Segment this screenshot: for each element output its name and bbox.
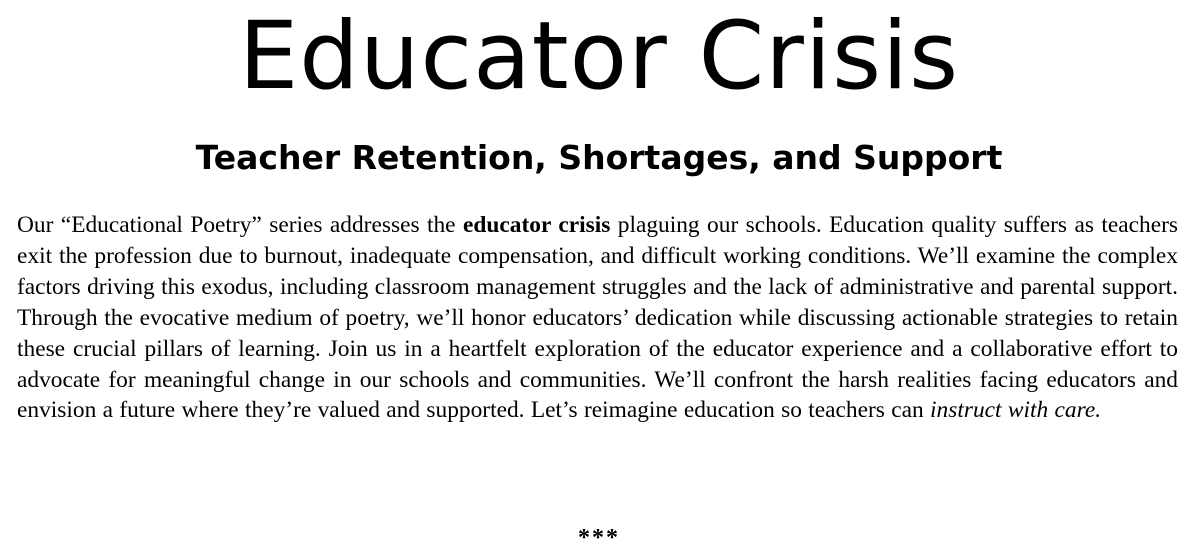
page-subtitle: Teacher Retention, Shortages, and Support	[195, 138, 1003, 177]
page-title: Educator Crisis	[238, 2, 960, 111]
paragraph-emphasis-text: educator crisis	[463, 212, 611, 238]
paragraph-middle-text: plaguing our schools. Education quality suffers as teachers exit the profession due to burnout, inadequate compensation, and difficult working conditions. We’ll examine the complex factors driving this exodus, including classroom management struggles and the lack of administrative and parental support. Through the evocative medium of poetry, we’ll honor educators’ dedication while discussing actionable strategies to retain these crucial pillars of learning. Join us in a heartfelt exploration of the educator experience and a collaborative effort to advocate for meaningful change in our schools and communities. We’ll confront the harsh realities facing educators and envision a future where they’re valued and supported. Let’s reimagine education so teachers can	[17, 212, 1178, 424]
body-paragraph	[17, 210, 1178, 426]
section-separator: ***	[578, 525, 620, 551]
paragraph-italic-text: instruct with care.	[930, 397, 1102, 424]
paragraph-intro-text: Our “Educational Poetry” series addresses the	[17, 212, 463, 238]
